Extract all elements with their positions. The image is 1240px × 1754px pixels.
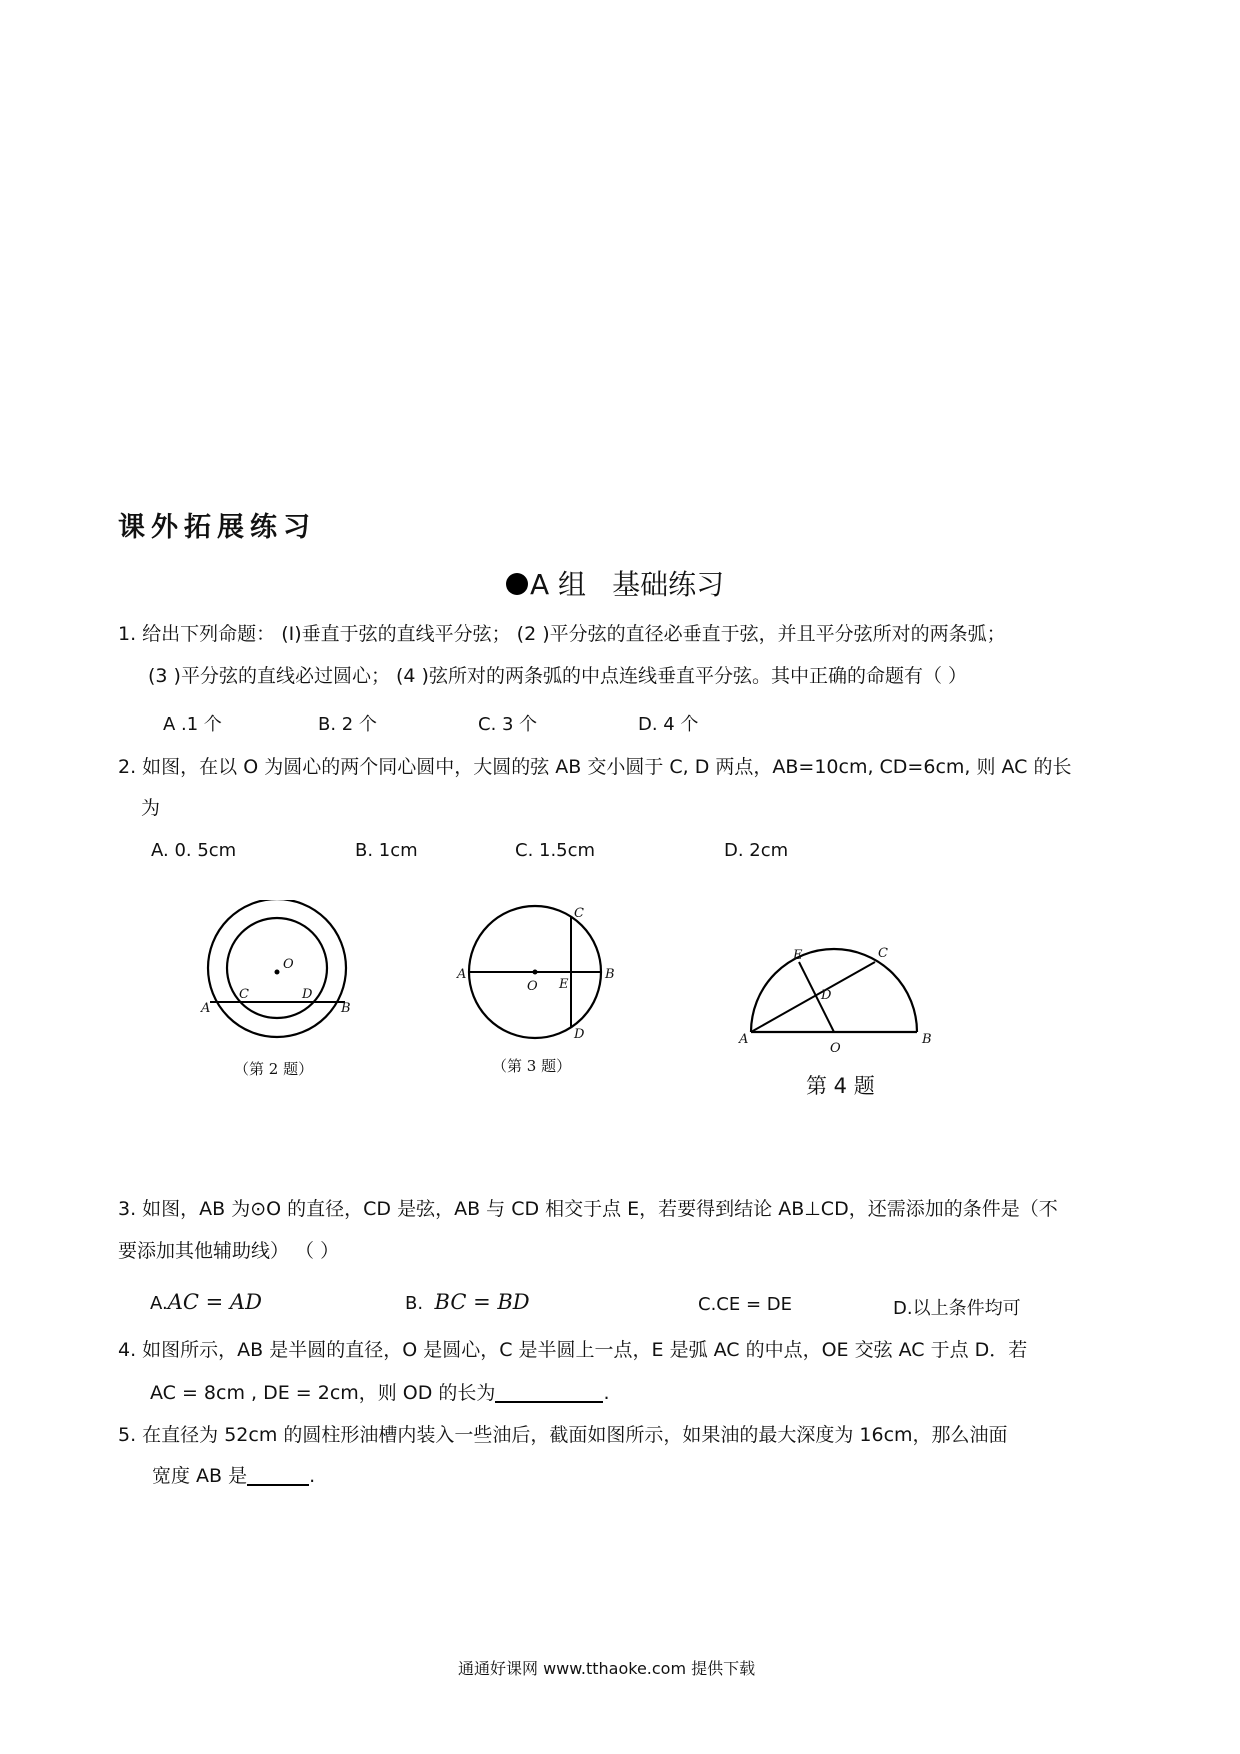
q4-line2-end: . [603, 1382, 610, 1404]
q3-option-a-math: AC = AD [167, 1290, 262, 1314]
fig4-arc [751, 949, 917, 1032]
q2-line1: 2. 如图，在以 O 为圆心的两个同心圆中，大圆的弦 AB 交小圆于 C, D 两点，AB=10cm, CD=6cm, 则 AC 的长 [118, 756, 1072, 778]
fig2-label-b: B [341, 1001, 351, 1016]
fig2-label-c: C [239, 987, 249, 1002]
q3-option-b-prefix: B. [405, 1293, 424, 1314]
q5-answer-blank[interactable] [247, 1464, 309, 1486]
q5-line2-end: . [309, 1465, 316, 1487]
q1-option-a: A .1 个 [163, 714, 222, 735]
q1-option-d: D. 4 个 [638, 714, 699, 735]
fig3-label-e: E [559, 977, 569, 992]
fig2-center-point [275, 970, 280, 975]
bullet-dot-icon [506, 573, 528, 595]
fig4-label-d: D [821, 988, 832, 1003]
q1-option-b: B. 2 个 [318, 714, 377, 735]
fig3-center-point [533, 970, 538, 975]
q2-option-b: B. 1cm [355, 840, 418, 861]
fig2-outer-circle [208, 900, 346, 1037]
group-label: A 组 [530, 568, 587, 601]
q5-line2 [152, 1463, 315, 1490]
fig4-label-c: C [878, 946, 888, 961]
fig4-label-a: A [739, 1032, 749, 1047]
q5-line1: 5. 在直径为 52cm 的圆柱形油槽内装入一些油后，截面如图所示，如果油的最大深度为 16cm，那么油面 [118, 1424, 1008, 1446]
q1-option-c: C. 3 个 [478, 714, 538, 735]
fig3-caption: （第 3 题） [492, 1057, 572, 1075]
figure-2-concentric-circles [195, 900, 365, 1060]
fig3-label-c: C [574, 906, 584, 921]
fig4-caption: 第 4 题 [806, 1074, 875, 1098]
q1-line1: 1. 给出下列命题： (Ⅰ)垂直于弦的直线平分弦； (2 )平分弦的直径必垂直于弦，并且平分弦所对的两条弧； [118, 623, 1006, 645]
q3-option-d: D.以上条件均可 [893, 1298, 1021, 1319]
fig3-label-a: A [457, 967, 467, 982]
fig4-chord-ac [751, 962, 875, 1032]
q2-option-c: C. 1.5cm [515, 840, 596, 861]
group-title [506, 563, 724, 603]
fig4-label-e: E [793, 948, 803, 963]
q3-option-c: C.CE = DE [698, 1294, 792, 1315]
q4-line2-text: AC = 8cm , DE = 2cm，则 OD 的长为 [150, 1382, 496, 1404]
q3-option-b [405, 1290, 530, 1314]
group-name: 基础练习 [612, 568, 725, 601]
q2-line2: 为 [141, 797, 161, 819]
q4-line2 [150, 1380, 609, 1407]
q2-option-a: A. 0. 5cm [151, 840, 237, 861]
figure-4-semicircle [735, 935, 945, 1055]
q5-line2-text: 宽度 AB 是 [152, 1465, 248, 1487]
q3-line1: 3. 如图，AB 为⊙O 的直径，CD 是弦，AB 与 CD 相交于点 E，若要得到结论 AB⊥CD，还需添加的条件是（不 [118, 1198, 1058, 1220]
fig2-caption: （第 2 题） [234, 1060, 314, 1078]
q2-option-d: D. 2cm [724, 840, 789, 861]
fig4-label-o: O [830, 1041, 841, 1055]
fig4-label-b: B [922, 1032, 932, 1047]
footer-credit: 通通好课网 www.tthaoke.com 提供下载 [458, 1659, 756, 1678]
fig3-label-b: B [605, 967, 615, 982]
q3-option-a-prefix: A. [150, 1293, 168, 1314]
section-title: 课外拓展练习 [118, 512, 316, 543]
q4-line1: 4. 如图所示，AB 是半圆的直径，O 是圆心，C 是半圆上一点，E 是弧 AC 的中点，OE 交弦 AC 于点 D．若 [118, 1339, 1028, 1361]
q3-option-a [150, 1290, 262, 1314]
q4-answer-blank[interactable] [495, 1381, 603, 1403]
figure-3-circle-chord [455, 900, 620, 1060]
fig2-label-d: D [302, 987, 313, 1002]
fig3-label-o: O [527, 979, 538, 994]
q1-line2: (3 )平分弦的直线必过圆心； (4 )弦所对的两条弧的中点连线垂直平分弦。其中正确的命题有（ ） [148, 665, 967, 687]
fig2-label-o: O [283, 957, 294, 972]
fig3-label-d: D [574, 1027, 585, 1042]
fig2-label-a: A [201, 1001, 211, 1016]
q3-line2: 要添加其他辅助线） （ ） [118, 1240, 340, 1262]
q3-option-b-math: BC = BD [434, 1290, 530, 1314]
